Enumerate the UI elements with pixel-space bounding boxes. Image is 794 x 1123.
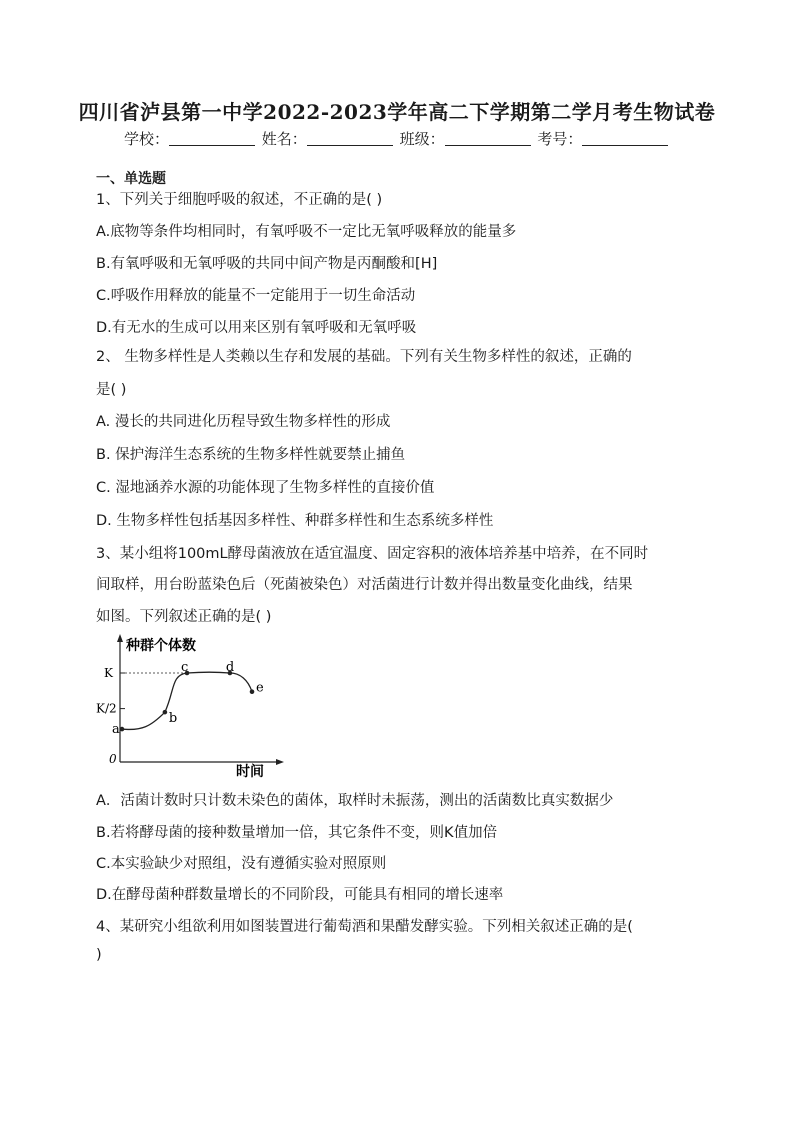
curve-point-b <box>163 710 168 715</box>
x-axis-arrow <box>276 759 284 765</box>
q3-option-a: A．活菌计数时只计数未染色的菌体，取样时未振荡，测出的活菌数比真实数据少 <box>96 793 614 809</box>
curve-point-a <box>120 727 125 732</box>
class-label: 班级： <box>399 130 445 148</box>
y-axis-label: 种群个体数 <box>126 638 196 654</box>
q1-stem: 1、下列关于细胞呼吸的叙述，不正确的是( ) <box>96 192 383 208</box>
q4-stem-line2: ) <box>96 947 102 963</box>
curve-point-label-b: b <box>168 711 178 727</box>
q3-option-b: B.若将酵母菌的接种数量增加一倍，其它条件不变，则K值加倍 <box>96 825 498 841</box>
q4-stem-line1: 4、某研究小组欲利用如图装置进行葡萄酒和果醋发酵实验。下列相关叙述正确的是( <box>96 919 633 935</box>
name-field[interactable] <box>307 131 393 146</box>
q2-stem-line1: 2、 生物多样性是人类赖以生存和发展的基础。下列有关生物多样性的叙述，正确的 <box>96 349 632 365</box>
class-field[interactable] <box>445 131 531 146</box>
school-label: 学校： <box>124 130 170 148</box>
population-curve-chart <box>96 632 290 780</box>
student-info-row <box>124 128 670 149</box>
name-label: 姓名： <box>261 130 307 148</box>
curve-point-label-d: d <box>225 660 235 675</box>
q3-option-c: C.本实验缺少对照组，没有遵循实验对照原则 <box>96 856 387 872</box>
curve-point-label-e: e <box>256 680 264 696</box>
q1-option-a: A.底物等条件均相同时，有氧呼吸不一定比无氧呼吸释放的能量多 <box>96 224 517 240</box>
q1-option-d: D.有无水的生成可以用来区别有氧呼吸和无氧呼吸 <box>96 320 417 336</box>
exam-no-field[interactable] <box>582 131 668 146</box>
q2-stem-line2: 是( ) <box>96 382 127 398</box>
exam-no-label: 考号： <box>537 130 583 148</box>
y-tick-label-k: K <box>104 666 113 680</box>
population-curve <box>122 672 252 729</box>
q1-option-c: C.呼吸作用释放的能量不一定能用于一切生命活动 <box>96 288 416 304</box>
origin-label: 0 <box>109 752 117 766</box>
q2-option-d: D. 生物多样性包括基因多样性、种群多样性和生态系统多样性 <box>96 513 494 529</box>
y-tick-label-k-half: K/2 <box>96 701 117 716</box>
q2-option-c: C. 湿地涵养水源的功能体现了生物多样性的直接价值 <box>96 480 435 496</box>
q2-option-a: A. 漫长的共同进化历程导致生物多样性的形成 <box>96 414 391 430</box>
page-title: 四川省泸县第一中学2022-2023学年高二下学期第二学月考生物试卷 <box>78 100 716 124</box>
q3-stem-line1: 3、某小组将100mL酵母菌液放在适宜温度、固定容积的液体培养基中培养，在不同时 <box>96 546 649 562</box>
curve-point-label-c: c <box>181 660 189 675</box>
curve-points <box>112 660 264 737</box>
q2-option-b: B. 保护海洋生态系统的生物多样性就要禁止捕鱼 <box>96 447 406 463</box>
q3-stem-line2: 间取样，用台盼蓝染色后（死菌被染色）对活菌进行计数并得出数量变化曲线，结果 <box>96 577 633 593</box>
section-heading: 一、单选题 <box>96 171 166 187</box>
y-axis-arrow <box>117 634 123 642</box>
curve-point-e <box>250 689 255 694</box>
q1-option-b: B.有氧呼吸和无氧呼吸的共同中间产物是丙酮酸和[H] <box>96 256 438 272</box>
q3-option-d: D.在酵母菌种群数量增长的不同阶段，可能具有相同的增长速率 <box>96 887 504 903</box>
q3-stem-line3: 如图。下列叙述正确的是( ) <box>96 609 272 625</box>
x-axis-label: 时间 <box>236 764 264 780</box>
curve-point-label-a: a <box>112 722 120 738</box>
school-field[interactable] <box>169 131 255 146</box>
